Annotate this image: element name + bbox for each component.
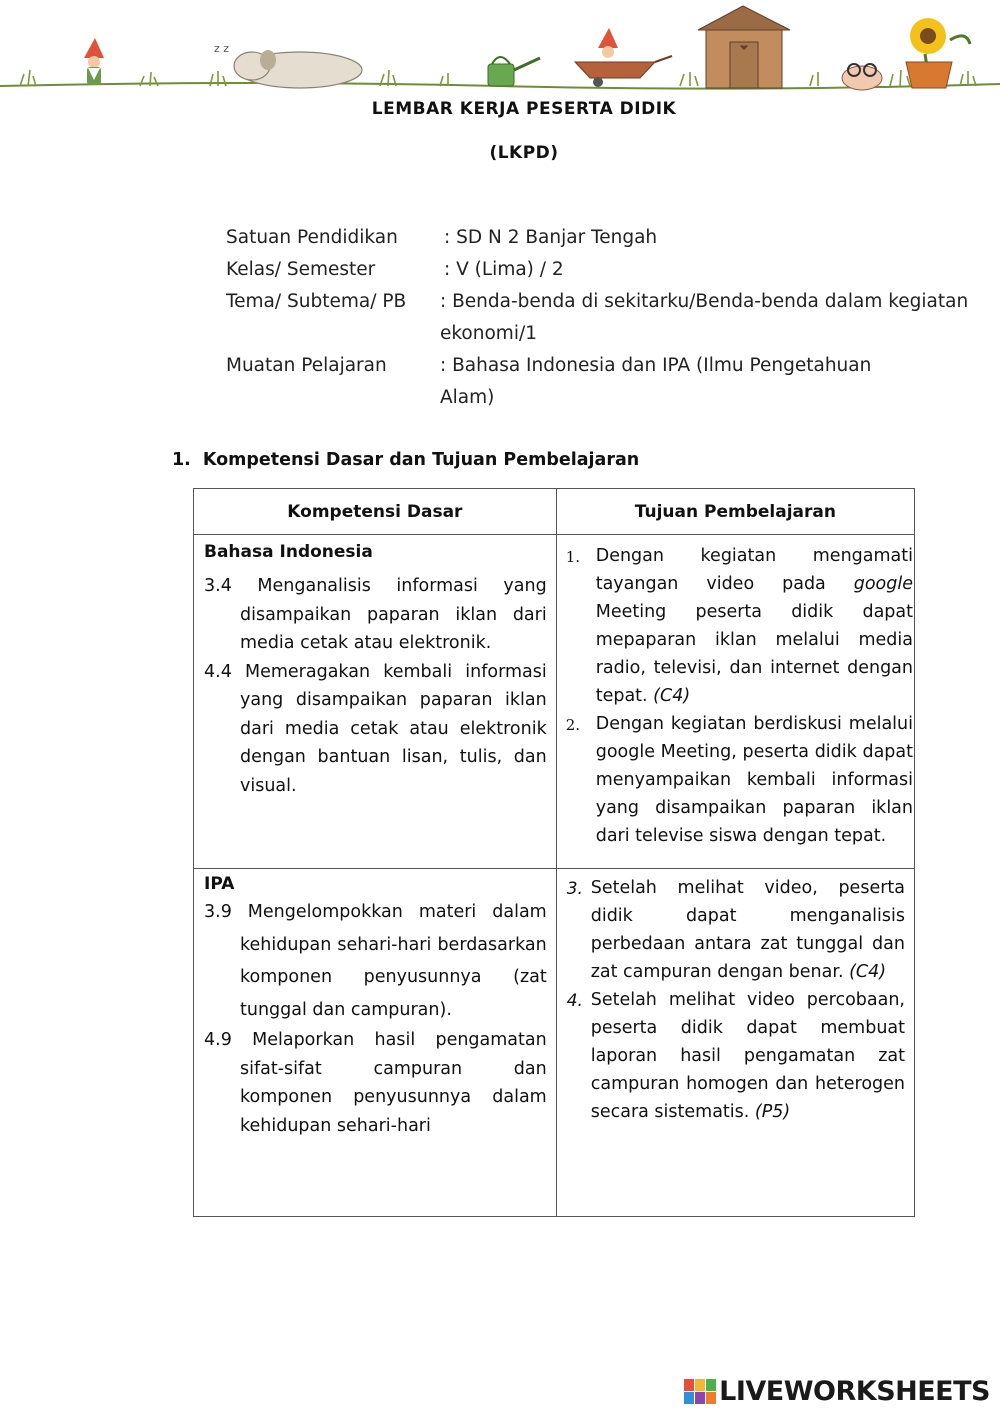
tp-cognitive-tag: (P5) — [754, 1102, 791, 1122]
info-value-continued: Alam) — [440, 387, 495, 408]
section-title: Kompetensi Dasar dan Tujuan Pembelajaran — [202, 450, 640, 470]
watering-can-icon — [488, 57, 540, 86]
tp-cell-bahasa-indonesia — [556, 535, 914, 869]
document-subtitle: (LKPD) — [489, 143, 559, 163]
tp-cell-ipa — [556, 869, 914, 1217]
info-value: : V (Lima) / 2 — [444, 259, 564, 280]
kd-item: 3.4 Menganalisis informasi yang disampaikan paparan iklan dari media cetak atau elektronik. — [204, 576, 547, 653]
kd-cell-bahasa-indonesia — [194, 535, 557, 869]
info-value-wrap — [440, 350, 986, 414]
gnome-wheelbarrow-icon — [575, 28, 672, 87]
info-row-kelas — [226, 254, 986, 286]
kd-item: 3.9 Mengelompokkan materi dalam kehidupan sehari-hari berdasarkan komponen penyusunnya (zat tunggal dan campuran). — [204, 902, 547, 1020]
tp-text-part: Setelah melihat video percobaan, peserta didik dapat membuat laporan hasil pengamatan zat campuran homogen dan heterogen secara sistematis. — [590, 990, 905, 1122]
tp-text-part: Dengan kegiatan mengamati tayangan video pada — [595, 546, 913, 594]
mole-icon — [842, 64, 882, 90]
tp-text-emphasis: google — [853, 574, 913, 594]
tp-cognitive-tag: (C4) — [653, 686, 691, 706]
tp-item-text — [591, 874, 905, 986]
tp-item-number: 3. — [566, 879, 583, 899]
info-row-satuan — [226, 222, 986, 254]
info-label: Kelas/ Semester — [226, 259, 376, 280]
subject-label: Bahasa Indonesia — [204, 542, 373, 562]
tp-text-part: Meeting peserta didik dapat mepaparan iklan melalui media radio, televisi, dan internet dengan tepat. — [595, 602, 913, 706]
table-row-bahasa-indonesia — [194, 535, 915, 869]
tp-item-number: 2. — [565, 716, 581, 734]
info-row-muatan — [226, 350, 986, 414]
tp-item — [567, 874, 905, 986]
section-number: 1. — [172, 450, 191, 470]
info-value: : Benda-benda di sekitarku/Benda-benda dalam kegiatan — [440, 291, 969, 312]
tp-item — [567, 986, 905, 1126]
competency-table — [193, 488, 915, 1217]
info-value: : Bahasa Indonesia dan IPA (Ilmu Pengetahuan — [440, 355, 872, 376]
svg-text:z z: z z — [214, 42, 230, 55]
section-heading — [172, 450, 639, 470]
logo-wordmark: LIVEWORKSHEETS — [719, 1376, 990, 1407]
table-header-tp: Tujuan Pembelajaran — [556, 489, 914, 535]
document-title: LEMBAR KERJA PESERTA DIDIK — [371, 99, 677, 119]
info-label: Tema/ Subtema/ PB — [226, 291, 407, 312]
tp-item — [566, 542, 913, 710]
garden-shed-icon — [698, 6, 790, 88]
tp-item-text — [591, 986, 905, 1126]
tp-text-part: Setelah melihat video, peserta didik dapat menganalisis perbedaan antara zat tunggal dan zat campuran dengan benar. — [590, 878, 905, 982]
tp-cognitive-tag: (C4) — [849, 962, 887, 982]
tp-item-text: Dengan kegiatan berdiskusi melalui google Meeting, peserta didik dapat menyampaikan kembali informasi yang disampaikan paparan iklan dari televise siswa dengan tepat. — [595, 714, 913, 846]
liveworksheets-logo-icon — [684, 1379, 716, 1404]
sunflower-icon — [906, 18, 970, 88]
sleeping-dog-icon — [214, 42, 362, 88]
info-label: Muatan Pelajaran — [226, 355, 387, 376]
subject-label: IPA — [204, 874, 235, 894]
info-value-wrap — [440, 286, 986, 350]
garden-header-illustration — [0, 0, 1000, 95]
info-label: Satuan Pendidikan — [226, 227, 398, 248]
info-value-continued: ekonomi/1 — [440, 323, 537, 344]
kd-item: 4.4 Memeragakan kembali informasi yang disampaikan paparan iklan dari media cetak atau elektronik dengan bantuan lisan, tulis, dan visual. — [204, 661, 547, 796]
tp-item-number: 1. — [565, 548, 581, 566]
kd-item: 4.9 Melaporkan hasil pengamatan sifat-sifat campuran dan komponen penyusunnya dalam kehidupan sehari-hari — [204, 1030, 547, 1136]
gnome-left-icon — [84, 38, 104, 85]
identity-info — [226, 222, 986, 414]
kd-cell-ipa — [194, 869, 557, 1217]
info-value: : SD N 2 Banjar Tengah — [444, 227, 658, 248]
info-row-tema — [226, 286, 986, 350]
tp-item-text — [596, 542, 913, 710]
table-header-kd: Kompetensi Dasar — [194, 489, 557, 535]
liveworksheets-logo[interactable] — [684, 1376, 990, 1407]
table-row-ipa — [194, 869, 915, 1217]
table-header-row — [194, 489, 915, 535]
tp-item — [566, 710, 913, 850]
tp-item-number: 4. — [566, 991, 583, 1011]
